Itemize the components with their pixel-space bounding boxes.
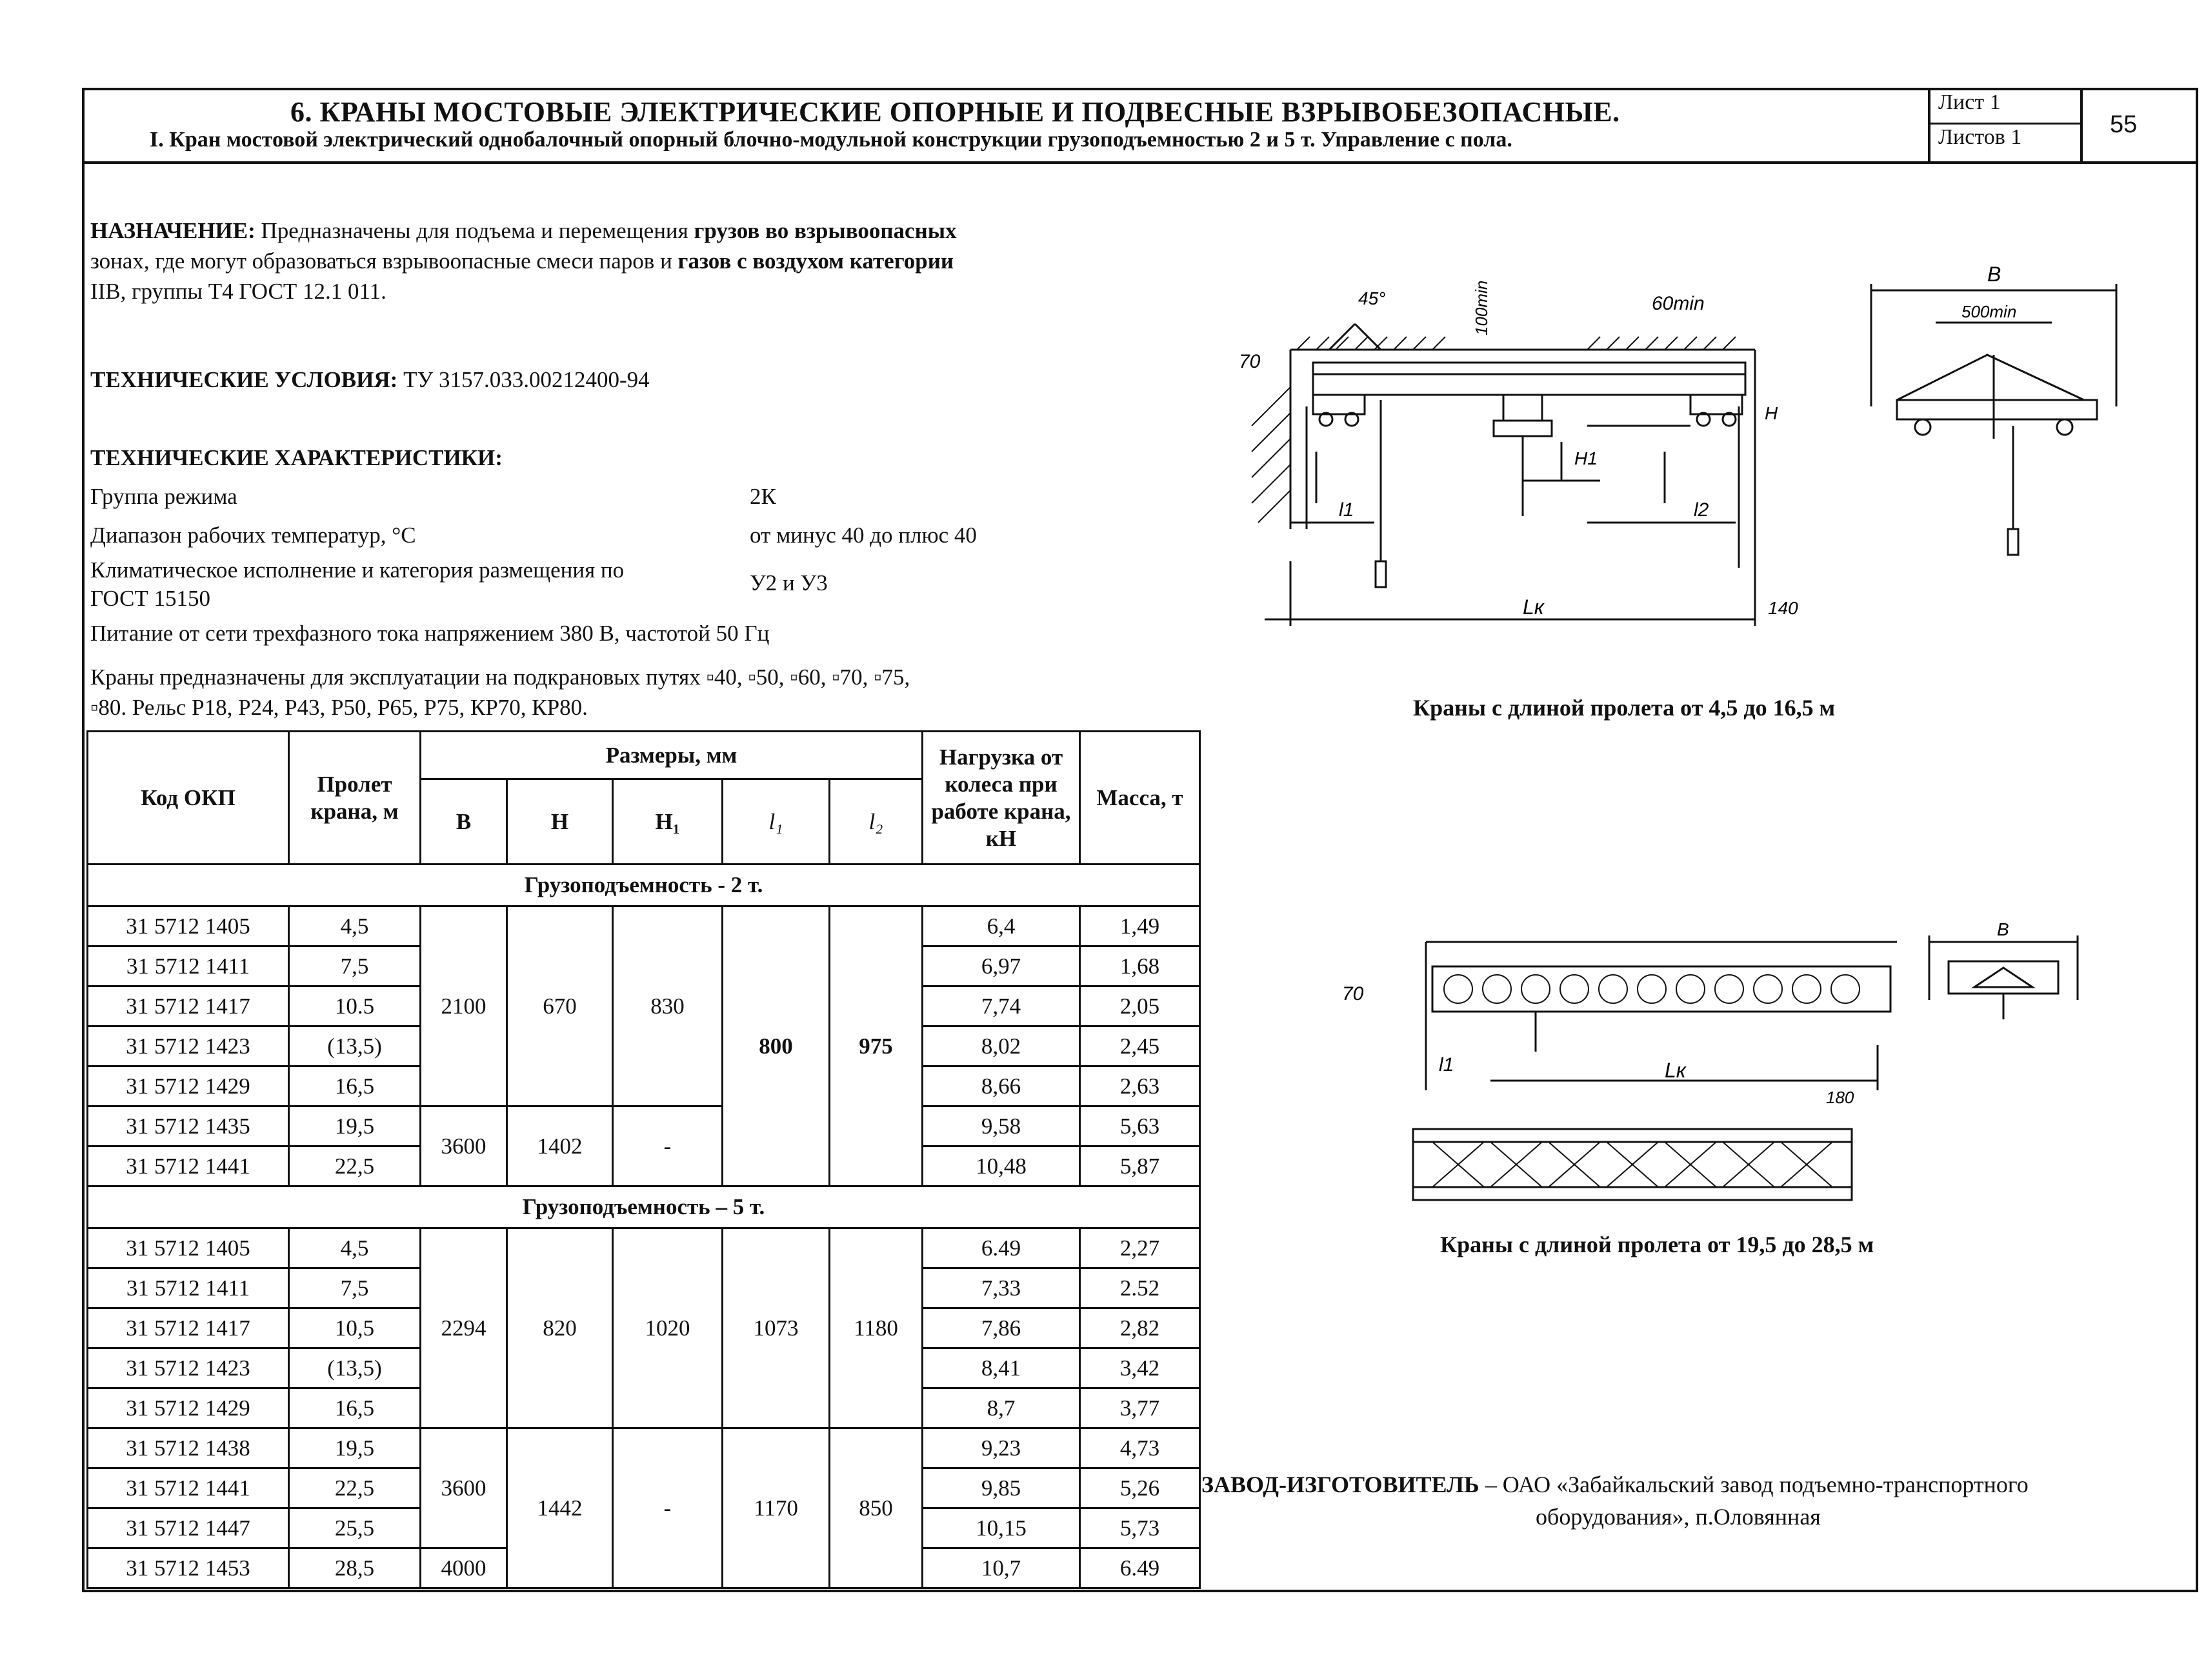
dim-180-long: 180 bbox=[1826, 1088, 1854, 1107]
specs-table bbox=[86, 730, 1201, 1589]
cell-code: 31 5712 1417 bbox=[88, 986, 289, 1026]
purpose-line-2 bbox=[90, 246, 954, 276]
manufacturer-name: ОАО «Забайкальский завод подъемно-транспортного bbox=[1502, 1472, 2029, 1497]
tech-conditions-value: ТУ 3157.033.00212400-94 bbox=[403, 367, 650, 392]
dim-H: H bbox=[1765, 403, 1778, 423]
sheets-label: Листов 1 bbox=[1938, 125, 2022, 149]
manufacturer-line-1 bbox=[1201, 1471, 2029, 1498]
cell-mass: 3,42 bbox=[1080, 1348, 1200, 1388]
cell-mass: 5,87 bbox=[1080, 1146, 1200, 1186]
cell-l1: 1073 bbox=[723, 1228, 830, 1428]
rails-line-1: Краны предназначены для эксплуатации на подкрановых путях ▫40, ▫50, ▫60, ▫70, ▫75, bbox=[90, 665, 910, 690]
cell-code: 31 5712 1429 bbox=[88, 1066, 289, 1106]
dim-Lk-long: Lк bbox=[1665, 1059, 1686, 1082]
power-line: Питание от сети трехфазного тока напряжением 380 В, частотой 50 Гц bbox=[90, 621, 770, 646]
spec-value-0: 2К bbox=[750, 484, 776, 509]
dim-140: 140 bbox=[1768, 598, 1798, 618]
cell-span: (13,5) bbox=[289, 1348, 421, 1388]
spec-name-2: Климатическое исполнение и категория размещения по bbox=[90, 557, 625, 583]
cell-code: 31 5712 1453 bbox=[88, 1548, 289, 1588]
page-title: 6. КРАНЫ МОСТОВЫЕ ЭЛЕКТРИЧЕСКИЕ ОПОРНЫЕ И ПОДВЕСНЫЕ ВЗРЫВОБЕЗОПАСНЫЕ. bbox=[290, 96, 1620, 128]
dim-60min: 60min bbox=[1652, 293, 1705, 314]
cell-load: 6,4 bbox=[923, 906, 1080, 946]
spec-value-2: У2 и У3 bbox=[750, 570, 828, 595]
dim-B: B bbox=[1987, 263, 2001, 286]
cell-code: 31 5712 1423 bbox=[88, 1026, 289, 1066]
cell-load: 10,7 bbox=[923, 1548, 1080, 1588]
cell-span: 19,5 bbox=[289, 1428, 421, 1468]
purpose-line-3: IIВ, группы Т4 ГОСТ 12.1 011. bbox=[90, 279, 386, 304]
cell-load: 8,41 bbox=[923, 1348, 1080, 1388]
cell-load: 7,74 bbox=[923, 986, 1080, 1026]
tech-conditions bbox=[90, 365, 650, 395]
cell-load: 7,33 bbox=[923, 1268, 1080, 1308]
header-page-divider bbox=[2080, 88, 2083, 163]
cell-mass: 6.49 bbox=[1080, 1548, 1200, 1588]
cell-mass: 5,26 bbox=[1080, 1468, 1200, 1508]
header-H: Н bbox=[507, 779, 613, 865]
cell-mass: 2.52 bbox=[1080, 1268, 1200, 1308]
section-5t: Грузоподъемность – 5 т. bbox=[88, 1186, 1200, 1228]
cell-span: 16,5 bbox=[289, 1066, 421, 1106]
cell-span: 28,5 bbox=[289, 1548, 421, 1588]
cell-B: 3600 bbox=[421, 1106, 507, 1186]
header-l2: l₂ bbox=[830, 779, 923, 865]
cell-span: 16,5 bbox=[289, 1388, 421, 1428]
cell-mass: 2,05 bbox=[1080, 986, 1200, 1026]
sheet-label: Лист 1 bbox=[1938, 90, 2001, 114]
cell-mass: 5,73 bbox=[1080, 1508, 1200, 1548]
cell-mass: 1,68 bbox=[1080, 946, 1200, 986]
manufacturer-line-2: оборудования», п.Оловянная bbox=[1536, 1504, 1821, 1530]
spec-name-0: Группа режима bbox=[90, 484, 237, 509]
cell-code: 31 5712 1447 bbox=[88, 1508, 289, 1548]
cell-mass: 2,82 bbox=[1080, 1308, 1200, 1348]
cell-l2: 1180 bbox=[830, 1228, 923, 1428]
cell-load: 8,7 bbox=[923, 1388, 1080, 1428]
dim-45: 45° bbox=[1358, 288, 1386, 308]
dim-100min: 100min bbox=[1472, 280, 1491, 335]
header-divider bbox=[82, 161, 2198, 164]
purpose-text-1b: грузов во взрывоопасных bbox=[694, 218, 957, 243]
cell-code: 31 5712 1411 bbox=[88, 946, 289, 986]
cell-mass: 2,45 bbox=[1080, 1026, 1200, 1066]
cell-H: 670 bbox=[507, 906, 613, 1106]
rails-line-2: ▫80. Рельс Р18, Р24, Р43, Р50, Р65, Р75, КР70, КР80. bbox=[90, 695, 588, 720]
table-row bbox=[88, 1228, 1200, 1268]
dim-B-long: B bbox=[1997, 919, 2009, 939]
dim-70-long: 70 bbox=[1342, 983, 1364, 1005]
dim-l2: l2 bbox=[1694, 499, 1709, 521]
cell-H1: - bbox=[613, 1428, 723, 1588]
cell-span: 25,5 bbox=[289, 1508, 421, 1548]
crane-drawing-long-span bbox=[1329, 916, 1910, 1219]
manufacturer-label: ЗАВОД-ИЗГОТОВИТЕЛЬ bbox=[1201, 1472, 1479, 1497]
cell-code: 31 5712 1405 bbox=[88, 906, 289, 946]
cell-code: 31 5712 1405 bbox=[88, 1228, 289, 1268]
cell-mass: 5,63 bbox=[1080, 1106, 1200, 1146]
cell-load: 8,02 bbox=[923, 1026, 1080, 1066]
cell-H: 1442 bbox=[507, 1428, 613, 1588]
header-H1: Н₁ bbox=[613, 779, 723, 865]
cell-load: 9,58 bbox=[923, 1106, 1080, 1146]
cell-l2: 975 bbox=[830, 906, 923, 1186]
cell-B: 2294 bbox=[421, 1228, 507, 1428]
cell-code: 31 5712 1441 bbox=[88, 1146, 289, 1186]
crane-drawing-short-span bbox=[1200, 258, 1826, 632]
cell-mass: 2,63 bbox=[1080, 1066, 1200, 1106]
cell-load: 8,66 bbox=[923, 1066, 1080, 1106]
purpose-text-2a: зонах, где могут образоваться взрывоопасные смеси паров и bbox=[90, 248, 678, 274]
cell-mass: 3,77 bbox=[1080, 1388, 1200, 1428]
spec-name-2b: ГОСТ 15150 bbox=[90, 586, 211, 611]
cell-code: 31 5712 1441 bbox=[88, 1468, 289, 1508]
cell-B: 3600 bbox=[421, 1428, 507, 1548]
header-code: Код ОКП bbox=[88, 732, 289, 865]
cell-load: 7,86 bbox=[923, 1308, 1080, 1348]
header-span: Пролет крана, м bbox=[289, 732, 421, 865]
header-B: В bbox=[421, 779, 507, 865]
purpose-line-1 bbox=[90, 215, 957, 246]
tech-conditions-label: ТЕХНИЧЕСКИЕ УСЛОВИЯ: bbox=[90, 367, 398, 392]
table-row bbox=[88, 1428, 1200, 1468]
header-sizes: Размеры, мм bbox=[421, 732, 923, 779]
cell-load: 6.49 bbox=[923, 1228, 1080, 1268]
cell-load: 9,85 bbox=[923, 1468, 1080, 1508]
drawing-caption-2: Краны с длиной пролета от 19,5 до 28,5 м bbox=[1440, 1232, 1874, 1257]
cell-B: 2100 bbox=[421, 906, 507, 1106]
cell-load: 9,23 bbox=[923, 1428, 1080, 1468]
table-row bbox=[88, 1106, 1200, 1146]
page-number: 55 bbox=[2110, 111, 2138, 138]
cell-l1: 800 bbox=[723, 906, 830, 1186]
cell-span: 22,5 bbox=[289, 1468, 421, 1508]
cell-mass: 2,27 bbox=[1080, 1228, 1200, 1268]
cell-span: 22,5 bbox=[289, 1146, 421, 1186]
cell-code: 31 5712 1429 bbox=[88, 1388, 289, 1428]
dim-l1: l1 bbox=[1339, 499, 1354, 521]
cell-span: 7,5 bbox=[289, 946, 421, 986]
cell-H: 1402 bbox=[507, 1106, 613, 1186]
header-mass: Масса, т bbox=[1080, 732, 1200, 865]
cell-B: 4000 bbox=[421, 1548, 507, 1588]
cell-load: 10,48 bbox=[923, 1146, 1080, 1186]
dim-l1-long: l1 bbox=[1439, 1054, 1454, 1075]
cell-mass: 4,73 bbox=[1080, 1428, 1200, 1468]
header-sheet-hdivider bbox=[1928, 123, 2081, 125]
header-sheet-divider bbox=[1928, 88, 1930, 163]
purpose-text-2b: газов с воздухом категории bbox=[677, 248, 954, 274]
manufacturer-dash: – bbox=[1479, 1472, 1503, 1497]
header-load: Нагрузка от колеса при работе крана, кН bbox=[923, 732, 1080, 865]
cell-H1: - bbox=[613, 1106, 723, 1186]
cell-code: 31 5712 1435 bbox=[88, 1106, 289, 1146]
cell-code: 31 5712 1423 bbox=[88, 1348, 289, 1388]
cell-span: 19,5 bbox=[289, 1106, 421, 1146]
cell-H: 820 bbox=[507, 1228, 613, 1428]
purpose-text-1a: Предназначены для подъема и перемещения bbox=[261, 218, 694, 243]
tech-specs-label: ТЕХНИЧЕСКИЕ ХАРАКТЕРИСТИКИ: bbox=[90, 445, 503, 470]
cell-span: 10,5 bbox=[289, 1308, 421, 1348]
dim-70: 70 bbox=[1239, 351, 1261, 372]
cell-load: 6,97 bbox=[923, 946, 1080, 986]
dim-H1: H1 bbox=[1574, 448, 1598, 468]
cell-l1: 1170 bbox=[723, 1428, 830, 1588]
page-subtitle: I. Кран мостовой электрический однобалочный опорный блочно-модульной конструкции грузоподъемностью 2 и 5 т. Управление с пола. bbox=[150, 128, 1512, 152]
cell-code: 31 5712 1438 bbox=[88, 1428, 289, 1468]
spec-name-1: Диапазон рабочих температур, °С bbox=[90, 523, 416, 548]
cell-span: 4,5 bbox=[289, 1228, 421, 1268]
cell-span: (13,5) bbox=[289, 1026, 421, 1066]
crane-end-view-short bbox=[1858, 258, 2129, 581]
purpose-label: НАЗНАЧЕНИЕ: bbox=[90, 218, 256, 243]
cell-H1: 1020 bbox=[613, 1228, 723, 1428]
cell-code: 31 5712 1411 bbox=[88, 1268, 289, 1308]
cell-span: 4,5 bbox=[289, 906, 421, 946]
cell-mass: 1,49 bbox=[1080, 906, 1200, 946]
cell-l2: 850 bbox=[830, 1428, 923, 1588]
table-row bbox=[88, 906, 1200, 946]
cell-span: 10.5 bbox=[289, 986, 421, 1026]
cell-H1: 830 bbox=[613, 906, 723, 1106]
dim-Lk: Lк bbox=[1523, 595, 1544, 619]
cell-span: 7,5 bbox=[289, 1268, 421, 1308]
spec-value-1: от минус 40 до плюс 40 bbox=[750, 523, 977, 548]
dim-500min: 500min bbox=[1961, 302, 2017, 321]
cell-load: 10,15 bbox=[923, 1508, 1080, 1548]
crane-end-view-long bbox=[1923, 916, 2084, 1032]
drawing-caption-1: Краны с длиной пролета от 4,5 до 16,5 м bbox=[1413, 695, 1836, 721]
header-l1: l₁ bbox=[723, 779, 830, 865]
cell-code: 31 5712 1417 bbox=[88, 1308, 289, 1348]
section-2t: Грузоподъемность - 2 т. bbox=[88, 865, 1200, 906]
